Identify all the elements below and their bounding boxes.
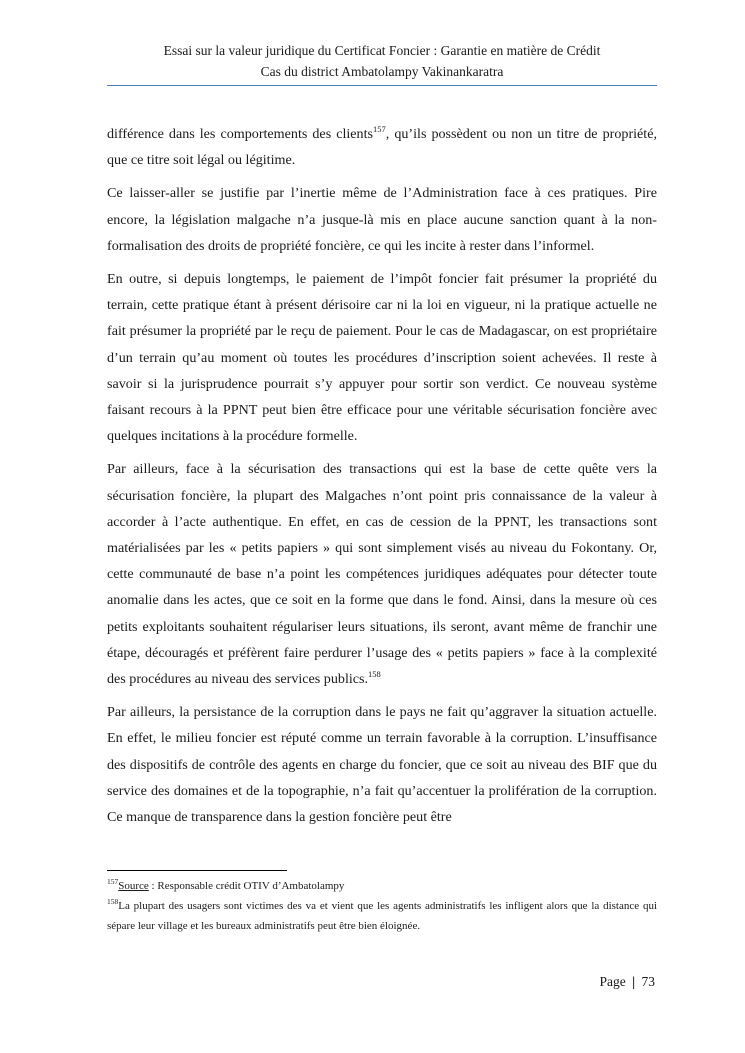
footnote-source-label: Source — [118, 880, 149, 892]
page-separator: | — [632, 974, 636, 989]
paragraph-2: Ce laisser-aller se justifie par l’inertie même de l’Administration face à ces pratiques. Pire encore, la législation malgache n’a jusque-là mis en place aucune sanction quant à la non-formalisation des droits de propriété foncière, ce qui les incite à rester dans l’informel. — [107, 185, 657, 254]
running-header — [107, 40, 657, 82]
paragraph-1-text-a: différence dans les comportements des clients — [107, 126, 374, 142]
footnotes — [107, 876, 657, 936]
paragraph-1 — [107, 121, 657, 173]
footnote-text: La plupart des usagers sont victimes des va et vient que les agents administratifs les infligent alors que la distance qui sépare leur village et les bureaux administratifs peut être bien éloignée. — [107, 900, 657, 932]
header-title: Essai sur la valeur juridique du Certificat Foncier : Garantie en matière de Crédit — [163, 43, 601, 58]
page-number-value: 73 — [641, 974, 655, 989]
footnote-ref-157[interactable]: 157 — [373, 124, 386, 134]
footnote-number: 158 — [107, 897, 119, 906]
page-label: Page — [599, 974, 626, 989]
body-text — [107, 121, 657, 837]
paragraph-4-text: Par ailleurs, face à la sécurisation des transactions qui est la base de cette quête vers la sécurisation foncière, la plupart des Malgaches n’ont point pris connaissance de la valeur à accorder à l’acte authentique. En effet, en cas de cession de la PPNT, les transactions sont matérialisées par les « petits papiers » qui sont simplement visés au niveau du Fokontany. Or, cette communauté de base n’a point les compétences juridiques adéquates pour détecter toute anomalie dans les actes, que ce soit en la forme que dans le fond. Ainsi, dans la mesure où ces petits exploitants souhaitent régulariser leurs situations, ils seront, avant même de franchir une étape, découragés et préfèrent faire perdurer l’usage des « petits papiers » face à la complexité des procédures au niveau des services publics. — [107, 461, 657, 688]
paragraph-5: Par ailleurs, la persistance de la corruption dans le pays ne fait qu’aggraver la situation actuelle. En effet, le milieu foncier est réputé comme un terrain favorable à la corruption. L’insuffisance des dispositifs de contrôle des agents en charge du foncier, que ce soit au niveau des BIF que du service des domaines et de la topographie, n’a fait qu’accentuer la prolifération de la corruption. Ce manque de transparence dans la gestion foncière peut être — [107, 704, 657, 826]
footnote-158 — [107, 896, 657, 936]
paragraph-3: En outre, si depuis longtemps, le paiement de l’impôt foncier fait présumer la propriété du terrain, cette pratique étant à présent dérisoire car ni la loi en vigueur, ni la pratique actuelle ne fait présumer la propriété par le reçu de paiement. Pour le cas de Madagascar, on est propriétaire d’un terrain qu’au moment où toutes les procédures d’inscription soient achevées. Il reste à savoir si la jurisprudence pourrait s’y appuyer pour sortir son verdict. Ce nouveau système faisant recours à la PPNT peut bien être efficace pour une véritable sécurisation foncière avec quelques incitations à la procédure formelle. — [107, 271, 657, 445]
footnote-separator — [107, 870, 287, 871]
header-subtitle: Cas du district Ambatolampy Vakinankaratra — [260, 64, 504, 79]
paragraph-4 — [107, 456, 657, 692]
page-number — [600, 974, 655, 990]
paragraph-1-text-b: , qu’ils possèdent ou non un titre de propriété, que ce titre soit légal ou légitime. — [107, 126, 657, 169]
header-divider — [107, 85, 657, 86]
footnote-157 — [107, 876, 657, 896]
footnote-ref-158[interactable]: 158 — [368, 669, 381, 680]
footnote-text: : Responsable crédit OTIV d’Ambatolampy — [148, 880, 345, 892]
footnote-number: 157 — [107, 877, 119, 886]
